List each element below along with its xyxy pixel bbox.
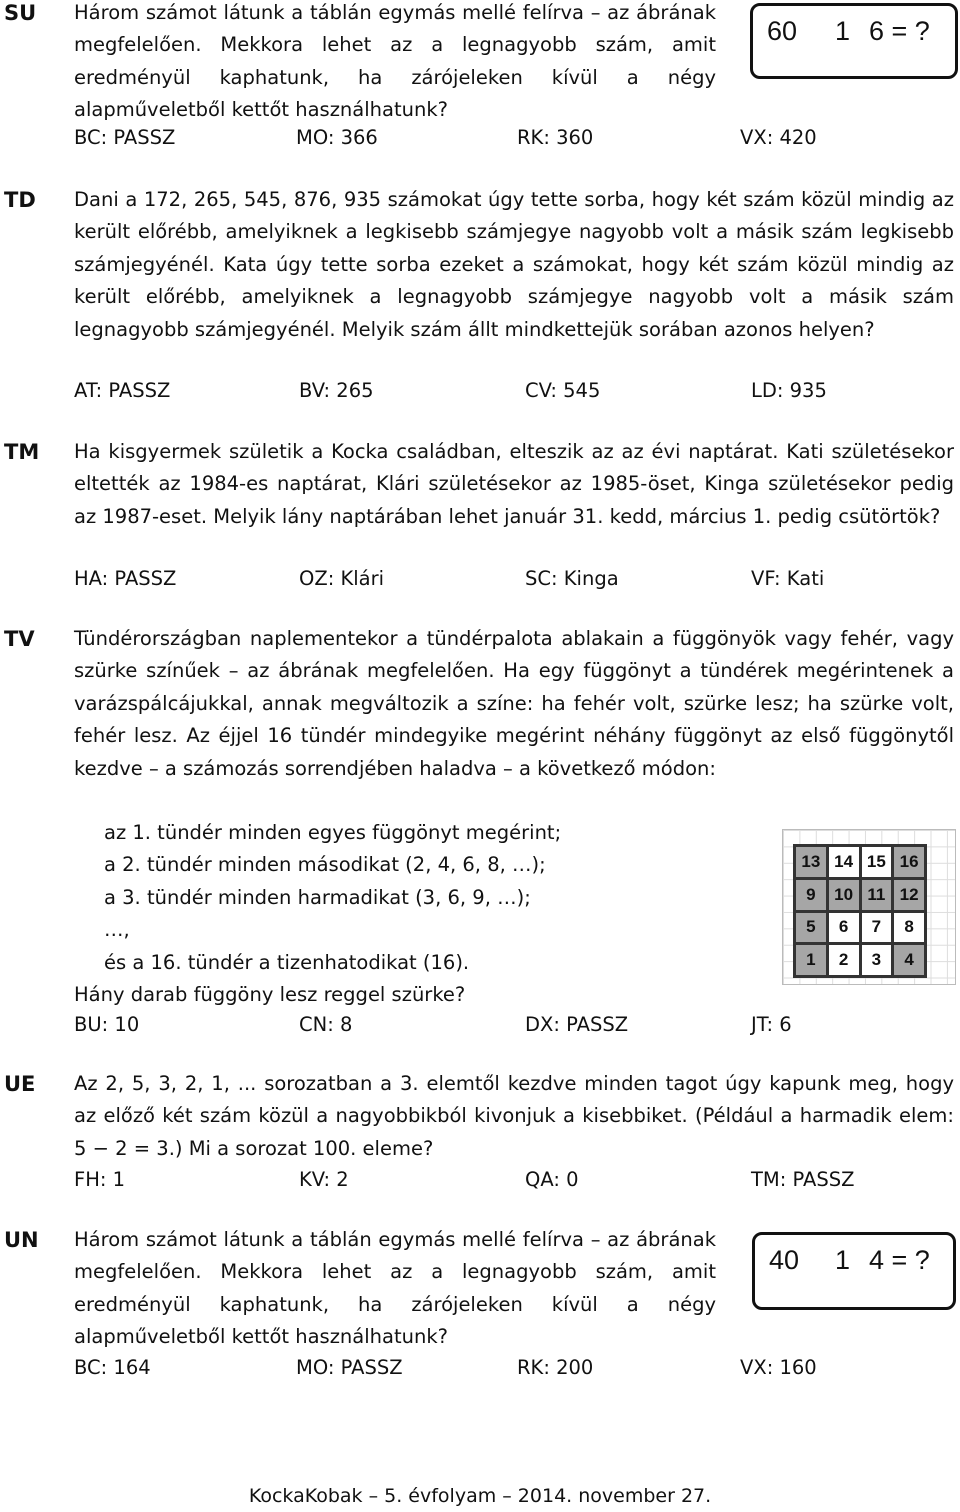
answer-option: BV: 265 <box>299 379 374 402</box>
curtain-cell: 12 <box>894 880 924 910</box>
curtain-cell: 13 <box>796 847 826 877</box>
board-number: 60 <box>767 16 798 46</box>
fairy-step: az 1. tündér minden egyes függönyt megérint; <box>104 821 562 844</box>
blackboard <box>750 3 958 79</box>
curtain-cell: 7 <box>862 913 892 943</box>
curtain-cell: 15 <box>862 847 892 877</box>
board-number: 1 <box>835 1245 851 1275</box>
problem-text: Három számot látunk a táblán egymás mellé felírva – az ábrának megfelelően. Mekkora lehet az a legnagyobb szám, amit eredményül kaphatunk, ha zárójeleken kívül a négy alapműveletből kettőt használhatunk? <box>74 1 716 122</box>
answer-option: BC: PASSZ <box>74 126 176 149</box>
curtain-cell: 10 <box>829 880 859 910</box>
curtain-cell: 8 <box>894 913 924 943</box>
answer-option: MO: PASSZ <box>296 1356 403 1379</box>
problem-code: SU <box>4 1 37 25</box>
answer-option: OZ: Klári <box>299 567 385 590</box>
curtain-cell: 4 <box>894 945 924 975</box>
fairy-step: és a 16. tündér a tizenhatodikat (16). <box>104 950 470 974</box>
problem-text: Az 2, 5, 3, 2, 1, ... sorozatban a 3. elemtől kezdve minden tagot úgy kapunk meg, hogy az előző két szám közül a nagyobbikból kivonjuk a kisebbiket. (Például a harmadik elem: 5 − 2 = 3.) Mi a sorozat 100. eleme? <box>74 1072 954 1160</box>
problem-code: UN <box>4 1228 39 1252</box>
answer-option: BU: 10 <box>74 1013 140 1036</box>
problem-text: Ha kisgyermek születik a Kocka családban, elteszik az az évi naptárat. Kati születésekor eltették az 1984-es naptárat, Klári születésekor az 1985-öset, Kinga születésekor pedig az 1987-eset. Melyik lány naptárában lehet január 31. kedd, március 1. pedig csütörtök? <box>74 440 954 528</box>
board-number: 4 = ? <box>869 1245 930 1275</box>
board-number: 6 = ? <box>869 16 930 46</box>
answer-option: CV: 545 <box>525 379 601 402</box>
answer-option: BC: 164 <box>74 1356 151 1379</box>
page-footer: KockaKobak – 5. évfolyam – 2014. november 27. <box>248 1485 712 1507</box>
problem-code: UE <box>4 1072 36 1096</box>
answer-option: FH: 1 <box>74 1168 126 1191</box>
curtain-grid-figure <box>782 829 956 985</box>
problem-code: TD <box>4 188 36 212</box>
curtain-cell: 9 <box>796 880 826 910</box>
problem-code: TM <box>4 440 40 464</box>
answer-option: TM: PASSZ <box>751 1168 855 1191</box>
curtain-cell: 1 <box>796 945 826 975</box>
board-number: 1 <box>835 16 851 46</box>
answer-option: KV: 2 <box>299 1168 349 1191</box>
answer-option: QA: 0 <box>525 1168 579 1191</box>
curtain-cell: 11 <box>862 880 892 910</box>
answer-option: CN: 8 <box>299 1013 353 1036</box>
blackboard <box>752 1232 956 1310</box>
answer-option: VX: 160 <box>740 1356 817 1379</box>
problem-text: Tündérországban naplementekor a tündérpalota ablakain a függönyök vagy fehér, vagy szürke színűek – az ábrának megfelelően. Ha egy függönyt a tündérek megérintenek a varázspálcájukkal, annak megváltozik a színe: ha fehér volt, szürke lesz; ha szürke volt, fehér lesz. Az éjjel 16 tündér mindegyike megérint néhány függönyt az első függönytől kezdve – a számozás sorrendjében haladva – a következő módon: <box>74 627 954 780</box>
board-number: 40 <box>769 1245 800 1275</box>
problem-code: TV <box>4 627 35 651</box>
fairy-step: …, <box>104 918 130 942</box>
fairy-step: a 2. tündér minden másodikat (2, 4, 6, 8, …); <box>104 853 546 877</box>
problem-text: Dani a 172, 265, 545, 876, 935 számokat úgy tette sorba, hogy két szám közül mindig az került előrébb, amelyiknek a legkisebb számjegye nagyobb volt a másik szám legkisebb számjegyénél. Kata úgy tette sorba ezeket a számokat, hogy két szám közül mindig az került előrébb, amelyiknek a legnagyobb számjegye nagyobb volt a másik szám legnagyobb számjegyénél. Melyik szám állt mindkettejük sorában azonos helyen? <box>74 188 954 341</box>
curtain-cell: 3 <box>862 945 892 975</box>
curtain-cell: 2 <box>829 945 859 975</box>
curtain-cell: 14 <box>829 847 859 877</box>
answer-option: VX: 420 <box>740 126 817 149</box>
fairy-steps <box>74 817 714 1011</box>
answer-option: JT: 6 <box>751 1013 792 1036</box>
problem-question: Hány darab függöny lesz reggel szürke? <box>74 983 466 1007</box>
problem-text: Három számot látunk a táblán egymás mellé felírva – az ábrának megfelelően. Mekkora lehet az a legnagyobb szám, amit eredményül kaphatunk, ha zárójeleken kívül a négy alapműveletből kettőt használhatunk? <box>74 1228 716 1349</box>
answer-option: RK: 360 <box>517 126 594 149</box>
answer-option: AT: PASSZ <box>74 379 171 402</box>
answer-option: SC: Kinga <box>525 567 619 590</box>
answer-option: HA: PASSZ <box>74 567 177 590</box>
answer-option: DX: PASSZ <box>525 1013 629 1036</box>
answer-option: LD: 935 <box>751 379 827 402</box>
answer-option: VF: Kati <box>751 567 825 590</box>
fairy-step: a 3. tündér minden harmadikat (3, 6, 9, …); <box>104 885 531 909</box>
answer-option: MO: 366 <box>296 126 378 149</box>
curtain-cell: 5 <box>796 913 826 943</box>
answer-option: RK: 200 <box>517 1356 594 1379</box>
curtain-cell: 6 <box>829 913 859 943</box>
curtain-cell: 16 <box>894 847 924 877</box>
curtain-grid <box>793 844 927 978</box>
